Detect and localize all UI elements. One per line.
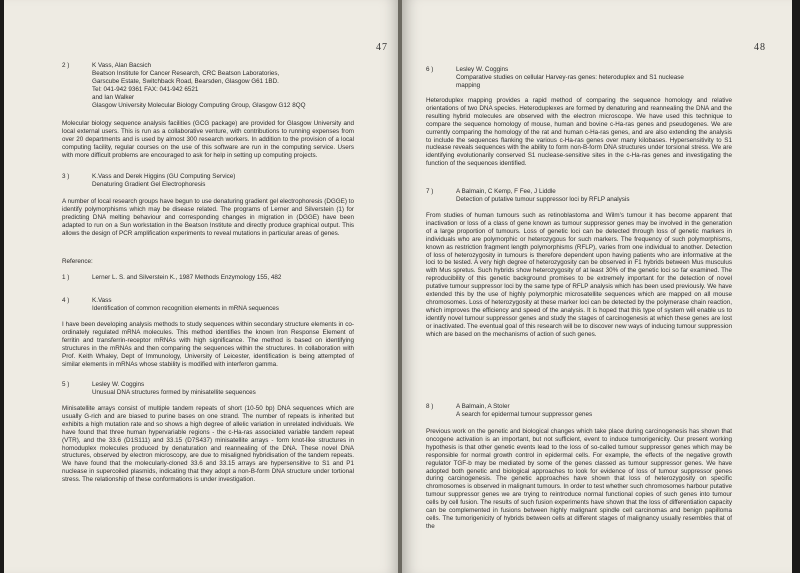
reference-number: 1 ) <box>62 274 70 281</box>
entry-7-paragraph: From studies of human tumours such as retinoblastoma and Wilm's tumour it has become apparent that inactivation or loss of a class of gene known as tumour suppressor genes may be involved in the generation of a large proportion of tumours. Loss of genetic loci can be detected through loss of genetic markers in individuals who are polymorphic or heterozygous for such markers. The frequency of such polymorphisms, known as restriction fragment length polymorphisms (RFLP), varies from one individual to another. Detection of loss of heterozygosity in tumours is therefore dependent upon having patients who are informative at the loci to be tested. A very high degree of heterozygosity can be observed in F1 hybrids between Mus musculus with Mus spretus. Such hybrids show heterozygosity of at least 30% of the genetic loci so far examined. The reproducibility of this genetic background promises to be extremely important for the detection of novel putative tumour suppressor loci by the same type of RFLP analysis which has been used previously. We have extended this by the use of highly polymorphic microsatellite sequences which are mapped on all mouse chromosomes. Loss of heterozygosity at these marker loci can be detected by the polymerase chain reaction, which improves the efficiency and speed of the analysis. It is hoped that this type of system will enable us to identify novel tumour suppressor genes and study the stages of carcinogenesis at which these genes are lost or inactivated. The eventual goal of this research will be to discover new ways of inducing tumour suppression which are based on the mechanisms of action of such genes. <box>426 212 732 338</box>
entry-header <box>62 173 354 189</box>
right-book-edge <box>792 0 800 573</box>
entry-2-paragraph: Molecular biology sequence analysis facilities (GCG package) are provided for Glasgow University and local external users. This is run as a collaborative venture, with contributions to running expenses from over 20 departments and is used by almost 300 research workers. In addition to the provision of a local computing facility, regular courses on the use of this software are run in the computing service. Users with more difficult problems are encouraged to ask for help in setting up computing projects. <box>62 120 354 159</box>
affiliation-line: Beatson Institute for Cancer Research, CRC Beatson Laboratories, <box>92 69 280 77</box>
author-line: and Ian Walker <box>92 93 135 101</box>
author-line: K Vass, Alan Bacsich <box>92 62 152 69</box>
title-line: mapping <box>456 81 481 89</box>
phone-line: Tel: 041-942 9361 FAX: 041-942 6521 <box>92 85 199 93</box>
page-number: 48 <box>754 42 766 53</box>
title-line: Unusual DNA structures formed by minisatellite sequences <box>92 388 256 396</box>
affiliation-line: Glasgow University Molecular Biology Computing Group, Glasgow G12 8QQ <box>92 101 306 109</box>
entry-2 <box>62 62 354 109</box>
title-line: Identification of common recognition elements in mRNA sequences <box>92 304 279 312</box>
entry-number: 7 ) <box>426 188 434 195</box>
entry-number: 8 ) <box>426 403 434 410</box>
entry-8 <box>426 403 732 419</box>
entry-header <box>62 62 354 109</box>
entry-number: 5 ) <box>62 381 70 388</box>
entry-6-paragraph: Heteroduplex mapping provides a rapid method of comparing the sequence homology and relative orientations of two DNA species. Heteroduplexes are formed by denaturing and reannealing the DNA and the resulting hybrid molecules are observed with the electron microscope. We have used this technique to compare the sequence homology of mouse, human and bovine c-Ha-ras genes and pseudogenes. We are currently comparing the homology of the rat and human c-Ha-ras genes, and are also extending the analysis to include the sequences flanking the various c-Ha-ras genes over many kilobases. Hypersensitivity to S1 nuclease reveals sequences with the ability to form non-B-form DNA structures under torsional stress. We are identifying evolutionarily conserved S1 nuclease-sensitive sites in the c-Ha-ras genes and investigating the function of the sequences identified. <box>426 97 732 168</box>
author-line: Lesley W. Coggins <box>456 66 509 73</box>
title-line: Comparative studies on cellular Harvey-ras genes: heteroduplex and S1 nuclease <box>456 73 684 81</box>
page-number: 47 <box>376 42 388 53</box>
author-line: A Balmain, C Kemp, F Fee, J Liddle <box>456 188 556 195</box>
author-line: Lesley W. Coggins <box>92 381 145 388</box>
entry-header <box>426 403 732 419</box>
title-line: A search for epidermal tumour suppressor genes <box>456 410 593 418</box>
entry-number: 3 ) <box>62 173 70 180</box>
left-page <box>4 0 400 573</box>
entry-4-paragraph: I have been developing analysis methods to study sequences within secondary structure elements in co-ordinately regulated mRNA molecules. This method identifies the known Iron Response Element of ferritin and transferrin-receptor mRNAs with high significance. The method is based on identifying structures in the mRNAs and then comparing the sequences within the structures. In collaboration with Prof. Keith Whaley, Dept of Immunology, University of Leicester, identification is being attempted of similar elements in mRNAs whose stability is modified with interferon gamma. <box>62 321 354 368</box>
entry-header <box>426 188 732 204</box>
entry-header <box>62 297 354 313</box>
author-line: K.Vass <box>92 297 112 304</box>
entry-5-paragraph: Minisatellite arrays consist of multiple tandem repeats of short (10-50 bp) DNA sequences which are usually G-rich and are biased to purine bases on one strand. The number of repeats is inherited but exhibits a high mutation rate and so shows a high degree of allelic variation in unrelated individuals. We have found that three human hypervariable regions - the c-Ha-ras associated variable tandem repeat (VTR), and the 33.6 (D1S111) and 33.15 (D7S437) minisatellite arrays - form knot-like structures in homoduplex molecules produced by denaturation and reannealing of the DNA. These novel DNA structures, observed by electron microscopy, are due to misaligned hybridisation of the tandem repeats. We have found that the molecularly-cloned 33.6 and 33.15 arrays are hypersensitive to S1 and P1 nuclease in supercoiled plasmids, indicating that they adopt a non-B-form DNA structure under tortional stress. The relationship of these conformations is under investigation. <box>62 405 354 484</box>
entry-number: 4 ) <box>62 297 70 304</box>
entry-4 <box>62 297 354 313</box>
entry-number: 2 ) <box>62 62 70 69</box>
address-line: Garscube Estate, Switchback Road, Bearsden, Glasgow G61 1BD. <box>92 77 279 85</box>
title-line: Denaturing Gradient Gel Electrophoresis <box>92 180 206 188</box>
author-line: A Balmain, A Stoler <box>456 403 510 410</box>
title-line: Detection of putative tumour suppressor loci by RFLP analysis <box>456 195 630 203</box>
reference-text: Lerner L. S. and Silverstein K., 1987 Methods Enzymology 155, 482 <box>92 274 282 281</box>
entry-5 <box>62 381 354 397</box>
entry-6 <box>426 66 732 90</box>
author-line: K.Vass and Derek Higgins (GU Computing Service) <box>92 173 236 180</box>
reference-heading: Reference: <box>62 258 93 265</box>
entry-8-paragraph: Previous work on the genetic and biological changes which take place during carcinogenesis has shown that oncogene activation is an important, but not sufficient, event to induce tumorigenicity. Our present working hypothesis is that other genetic events lead to the loss of so-called tumour suppressor genes which may be responsible for normal growth control in epidermal cells. For example, the effects of the negative growth regulator TGF-b may be mediated by some of the genes classed as tumour suppressor genes. We have adopted both genetic and biological approaches to look for evidence of loss of tumour suppressor genes during carcinogenesis. The genetic approaches have shown that loss of heterozygosity on specific chromosomes is observed in malignant tumours. In order to test whether such chromosomes harbour putative tumour suppressor genes we are trying to reintroduce normal functional copies of such genes into tumour cells by cell fusion. The results of such fusion experiments have shown that the loss of differentiation capacity can be complemented in fusions between highly malignant spindle cell carcinomas and benign papilloma cells. The tumorigenicity of hybrids between cells at different stages of malignancy usually resembles that of the <box>426 428 732 530</box>
entry-3 <box>62 173 354 189</box>
reference-item <box>62 274 354 282</box>
right-page <box>402 0 792 573</box>
entry-header <box>426 66 732 90</box>
entry-number: 6 ) <box>426 66 434 73</box>
entry-header <box>62 381 354 397</box>
entry-3-paragraph: A number of local research groups have begun to use denaturing gradient gel electrophoresis (DGGE) to identify polymorphisms which may be disease related. The programs of Lerner and Silverstein (1) for predicting DNA melting behaviour and corresponding changes in migration in (DGGE) have been adapted to run on a Sun workstation in the Beatson Institute and directly produce graphical output. This allows the design of PCR amplification experiments to reveal mutations in particular areas of genes. <box>62 198 354 237</box>
entry-7 <box>426 188 732 204</box>
